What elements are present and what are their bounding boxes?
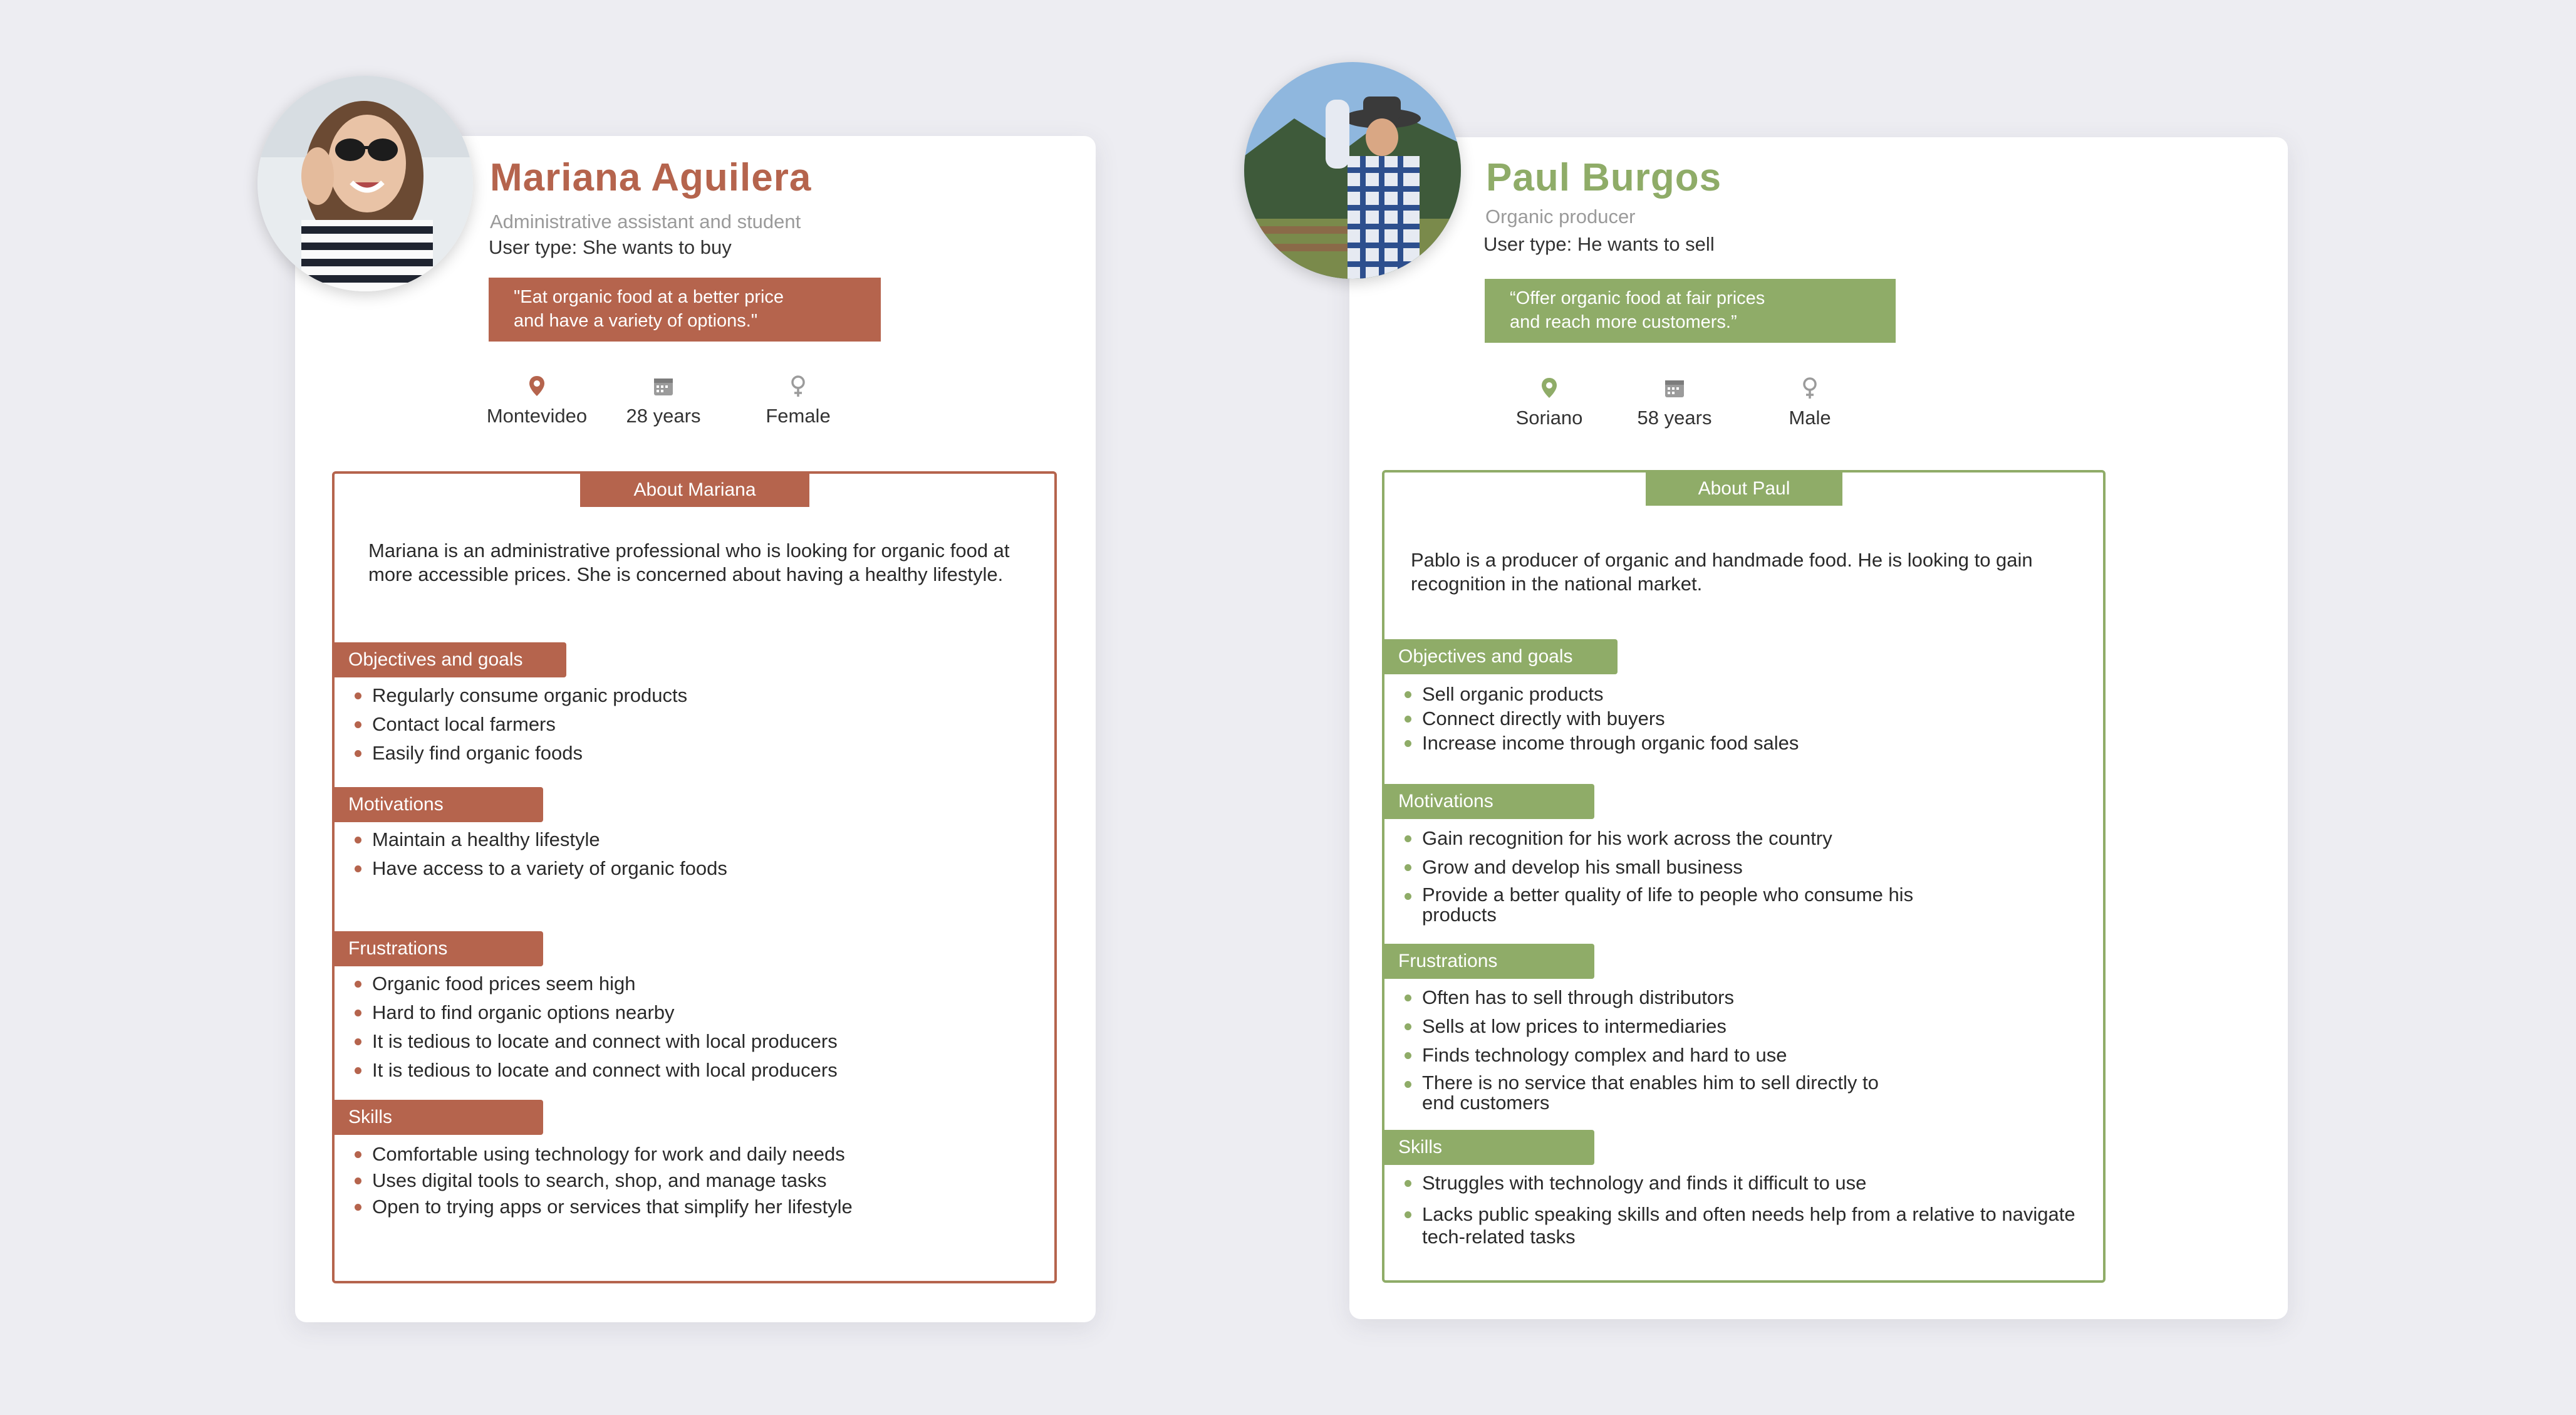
list-skills: [1401, 1172, 2077, 1248]
list-item: Provide a better quality of life to people who consume his products: [1401, 885, 1952, 925]
female-icon: [786, 373, 811, 399]
list-item: Sells at low prices to intermediaries: [1401, 1015, 1889, 1038]
list-frustrations: [1401, 986, 1889, 1113]
bullet-dot: [355, 1177, 361, 1184]
list-item: Lacks public speaking skills and often needs help from a relative to navigate tech-related tasks: [1401, 1203, 2077, 1248]
bullet-dot: [355, 750, 361, 757]
bullet-dot: [355, 1038, 361, 1045]
list-skills: [351, 1143, 1040, 1218]
list-item: Organic food prices seem high: [351, 973, 1040, 995]
list-item: Grow and develop his small business: [1401, 856, 1952, 879]
persona-user-type: User type: He wants to sell: [1483, 233, 1715, 255]
bullet-dot: [1405, 691, 1411, 698]
section-frustrations: Frustrations: [335, 931, 543, 966]
bullet-dot: [1405, 1180, 1411, 1187]
bullet-dot: [355, 837, 361, 843]
bullet-dot: [355, 1010, 361, 1016]
stat-gender: [1728, 375, 1891, 429]
stat-gender: [717, 373, 880, 427]
bullet-dot: [355, 865, 361, 872]
bullet-dot: [1405, 1211, 1411, 1218]
list-item: Finds technology complex and hard to use: [1401, 1044, 1889, 1067]
bullet-dot: [1405, 995, 1411, 1001]
bullet-dot: [355, 721, 361, 728]
location-pin-icon: [1537, 375, 1562, 400]
list-item: Open to trying apps or services that simplify her lifestyle: [351, 1196, 1040, 1218]
section-skills: Skills: [335, 1100, 543, 1135]
bullet-dot: [1405, 1052, 1411, 1059]
list-motivations: [351, 828, 1040, 880]
list-frustrations: [351, 973, 1040, 1082]
stat-age-label: 28 years: [626, 405, 701, 427]
about-text-paul: Pablo is a producer of organic and handmade food. He is looking to gain recognition in the national market.: [1411, 549, 2033, 595]
list-item: Gain recognition for his work across the country: [1401, 827, 1952, 850]
stat-gender-label: Male: [1789, 407, 1831, 429]
bullet-dot: [1405, 1023, 1411, 1030]
list-item: There is no service that enables him to sell directly to end customers: [1401, 1073, 1889, 1113]
section-motivations: Motivations: [1384, 784, 1594, 819]
persona-name: Paul Burgos: [1486, 156, 1722, 199]
list-item: Have access to a variety of organic foods: [351, 857, 1040, 880]
bullet-dot: [355, 1204, 361, 1211]
location-pin-icon: [524, 373, 549, 399]
persona-quote: "Eat organic food at a better price and have a variety of options.": [489, 278, 881, 342]
list-item: Uses digital tools to search, shop, and manage tasks: [351, 1169, 1040, 1192]
list-item: Struggles with technology and finds it difficult to use: [1401, 1172, 2077, 1194]
list-item: It is tedious to locate and connect with local producers: [351, 1030, 1040, 1053]
section-motivations: Motivations: [335, 787, 543, 822]
list-item: Maintain a healthy lifestyle: [351, 828, 1040, 851]
stat-location-label: Montevideo: [486, 405, 588, 427]
section-skills: Skills: [1384, 1130, 1594, 1165]
list-item: Comfortable using technology for work and daily needs: [351, 1143, 1040, 1166]
stat-gender-label: Female: [766, 405, 831, 427]
section-objectives: Objectives and goals: [335, 642, 566, 677]
list-item: Connect directly with buyers: [1401, 708, 2090, 730]
calendar-icon: [1662, 375, 1687, 400]
section-frustrations: Frustrations: [1384, 944, 1594, 979]
bullet-dot: [355, 981, 361, 988]
bullet-dot: [1405, 893, 1411, 900]
list-item: Regularly consume organic products: [351, 684, 1040, 707]
list-objectives: [351, 684, 1040, 765]
about-tab-paul: About Paul: [1646, 472, 1842, 506]
portrait-photo-paul: [1244, 62, 1461, 279]
bullet-dot: [355, 692, 361, 699]
list-item: Hard to find organic options nearby: [351, 1001, 1040, 1024]
avatar-paul: [1244, 62, 1461, 279]
bullet-dot: [1405, 835, 1411, 842]
persona-role: Organic producer: [1485, 206, 1636, 227]
gender-icon: [1797, 375, 1822, 400]
list-objectives: [1401, 683, 2090, 754]
bullet-dot: [355, 1151, 361, 1158]
section-objectives: Objectives and goals: [1384, 639, 1618, 674]
list-item: Sell organic products: [1401, 683, 2090, 706]
bullet-dot: [1405, 740, 1411, 747]
list-item: Increase income through organic food sales: [1401, 732, 2090, 754]
bullet-dot: [355, 1067, 361, 1074]
about-tab-mariana: About Mariana: [580, 473, 809, 507]
list-item: Contact local farmers: [351, 713, 1040, 736]
calendar-icon: [651, 373, 676, 399]
persona-quote: “Offer organic food at fair prices and reach more customers.”: [1485, 279, 1896, 343]
stat-age-label: 58 years: [1637, 407, 1712, 429]
list-item: It is tedious to locate and connect with local producers: [351, 1059, 1040, 1082]
avatar-mariana: [257, 76, 473, 291]
persona-name: Mariana Aguilera: [490, 156, 812, 199]
bullet-dot: [1405, 864, 1411, 871]
list-item: Easily find organic foods: [351, 742, 1040, 765]
about-text-mariana: Mariana is an administrative professional who is looking for organic food at more accessible prices. She is concerned about having a healthy lifestyle.: [368, 540, 1010, 585]
persona-user-type: User type: She wants to buy: [489, 236, 732, 258]
bullet-dot: [1405, 1081, 1411, 1088]
list-item: Often has to sell through distributors: [1401, 986, 1889, 1009]
persona-role: Administrative assistant and student: [490, 211, 801, 232]
bullet-dot: [1405, 716, 1411, 723]
stat-location-label: Soriano: [1515, 407, 1583, 429]
list-motivations: [1401, 827, 1952, 925]
portrait-photo-mariana: [257, 76, 473, 291]
